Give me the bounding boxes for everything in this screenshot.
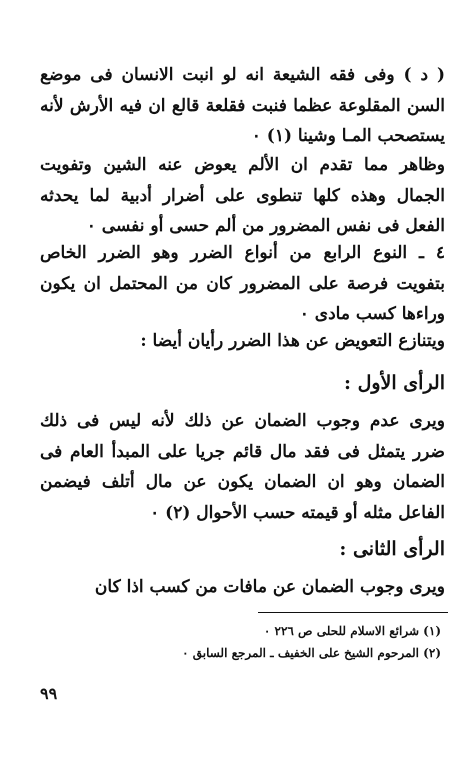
paragraph-shia-jurisprudence: ( د ) وفى فقه الشيعة انه لو انبت الانسان فى موضع السن المقلوعة عظما فنبت فقلعة قالع ان فيه الأرش لأنه يستصحب المـا وشينا (١) ٠ bbox=[40, 65, 445, 146]
footnote-divider bbox=[258, 612, 448, 613]
paragraph-moral-damage: وظاهر مما تقدم ان الألم يعوض عنه الشين وتفويت الجمال وهذه كلها تنطوى على أضرار أدبية لما يحدثه الفعل فى نفس المضرور من ألم حسى أو نفسى ٠ bbox=[40, 155, 445, 236]
heading-second-opinion: الرأى الثانى : bbox=[339, 538, 445, 560]
paragraph-first-opinion: ويرى عدم وجوب الضمان عن ذلك لأنه ليس فى ذلك ضرر يتمثل فى فقد مال قائم جريا على المبدأ العام فى الضمان وهو ان الضمان يكون عن مال أتلف فيضمن الفاعل مثله أو قيمته حسب الأحوال (٢) ٠ bbox=[40, 411, 445, 523]
paragraph-two-opinions: ويتنازع التعويض عن هذا الضرر رأيان أيضا : bbox=[140, 331, 445, 351]
paragraph-fourth-type: ٤ ـ النوع الرابع من أنواع الضرر وهو الضرر الخاص بتفويت فرصة على المضرور كان من المحتمل ان يكون وراءها كسب مادى ٠ bbox=[40, 243, 445, 324]
footnote-2: (٢) المرحوم الشيخ على الخفيف ـ المرجع السابق ٠ bbox=[182, 646, 441, 660]
page-number: ٩٩ bbox=[40, 684, 58, 703]
paragraph-second-opinion: ويرى وجوب الضمان عن مافات من كسب اذا كان bbox=[94, 577, 445, 597]
heading-first-opinion: الرأى الأول : bbox=[343, 372, 445, 394]
footnote-1: (١) شرائع الاسلام للحلى ص ٢٢٦ ٠ bbox=[263, 624, 441, 638]
